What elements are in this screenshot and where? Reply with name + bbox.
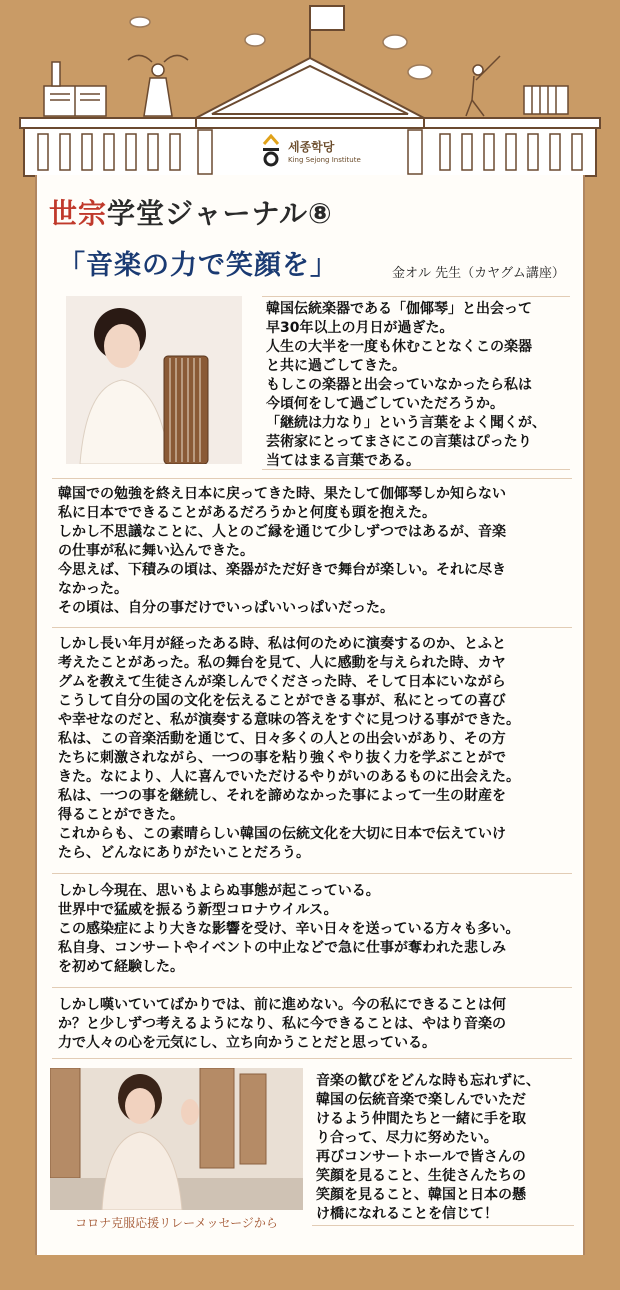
paragraph-2: 韓国での勉強を終え日本に戻ってきた時、果たして伽倻琴しか知らない 私に日本でできることがあるだろうかと何度も頭を抱えた。 しかし不思議なことに、人とのご縁を通じて少しずつではあるが、音楽 の仕事が私に舞い込んできた。 今思えば、下積みの頃は、楽器がただ好きで舞台が楽しい。それに尽き なかった。 その頃は、自分の事だけでいっぱいいっぱいだった。: [58, 486, 506, 616]
cloud-icon: [130, 17, 432, 79]
author-photo-kayagum: [66, 296, 242, 464]
divider: [52, 1058, 572, 1059]
header-illustration: [0, 0, 620, 180]
sejong-logo: [258, 134, 368, 170]
divider: [52, 873, 572, 874]
paragraph-6: 音楽の歓びをどんな時も忘れずに、 韓国の伝統音楽で楽しんでいただ けるよう仲間たちと一緒に手を取 り合って、尽力に努めたい。 再びコンサートホールで皆さんの 笑顔を見ること、生徒さんたちの 笑顔を見ること、韓国と日本の懸 け橋になれることを信じて！: [316, 1073, 540, 1222]
taekwondo-icon: [466, 56, 500, 116]
divider: [52, 627, 572, 628]
janggu-drum-icon: [524, 86, 568, 114]
journal-title-accent: 世宗: [49, 197, 108, 230]
article-title: 「音楽の力で笑顔を」: [58, 250, 338, 281]
logo-subtext: King Sejong Institute: [288, 156, 361, 164]
relay-message-photo: [50, 1068, 303, 1210]
logo-mark-icon: [258, 134, 284, 168]
book-icon: [44, 62, 106, 116]
journal-title: [49, 192, 333, 232]
logo-text: 세종학당: [288, 140, 335, 154]
paragraph-3: しかし長い年月が経ったある時、私は何のために演奏するのか、とふと 考えたことがあった。私の舞台を見て、人に感動を与えられた時、カヤ グムを教えて生徒さんが楽しんでくださった時、そして日本にいながら こうして自分の国の文化を伝えることができる事が、私にとっての喜び や幸せなのだと、私が演奏する意味の答えをすぐに見つける事ができた。 私は、この音楽活動を通じて、日々多くの人との出会いがあり、その方 たちに刺激されながら、一つの事を粘り強くやり抜く力を学ぶことがで きた。なにより、人に喜んでいただけるやりがいのあるものに出会えた。 私は、一つの事を継続し、それを諦めなかった事によって一生の財産を 得ることができた。 これからも、この素晴らしい韓国の伝統文化を大切に日本で伝えていけ たら、どんなにありがたいことだろう。: [58, 636, 520, 861]
paragraph-5: しかし嘆いていてばかりでは、前に進めない。今の私にできることは何 か？と少しずつ考えるようになり、私に今できることは、やはり音楽の 力で人々の心を元気にし、立ち向かうことだと思っている。: [58, 997, 506, 1051]
divider: [52, 478, 572, 479]
paragraph-intro: 韓国伝統楽器である「伽倻琴」と出会って 早30年以上の月日が過ぎた。 人生の大半を一度も休むことなくこの楽器 と共に過ごしてきた。 もしこの楽器と出会っていなかったら私は 今頃何をして過ごしていただろうか。 「継続は力なり」という言葉をよく聞くが、 芸術家にとってまさにこの言葉はぴったり 当てはまる言葉である。: [262, 296, 570, 470]
fan-dancer-icon: [128, 55, 188, 116]
author-byline: 金オル 先生（カヤグム講座）: [392, 266, 565, 281]
paragraph-4: しかし今現在、思いもよらぬ事態が起こっている。 世界中で猛威を振るう新型コロナウイルス。 この感染症により大きな影響を受け、辛い日々を送っている方々も多い。 私自身、コンサートやイベントの中止などで急に仕事が奪われた悲しみ を初めて経験した。: [58, 883, 520, 975]
photo-caption: コロナ克服応援リレーメッセージから: [75, 1216, 278, 1230]
divider: [52, 987, 572, 988]
divider: [312, 1225, 574, 1226]
journal-title-rest: 学堂ジャーナル⑧: [107, 197, 333, 230]
flag-icon: [310, 5, 344, 60]
